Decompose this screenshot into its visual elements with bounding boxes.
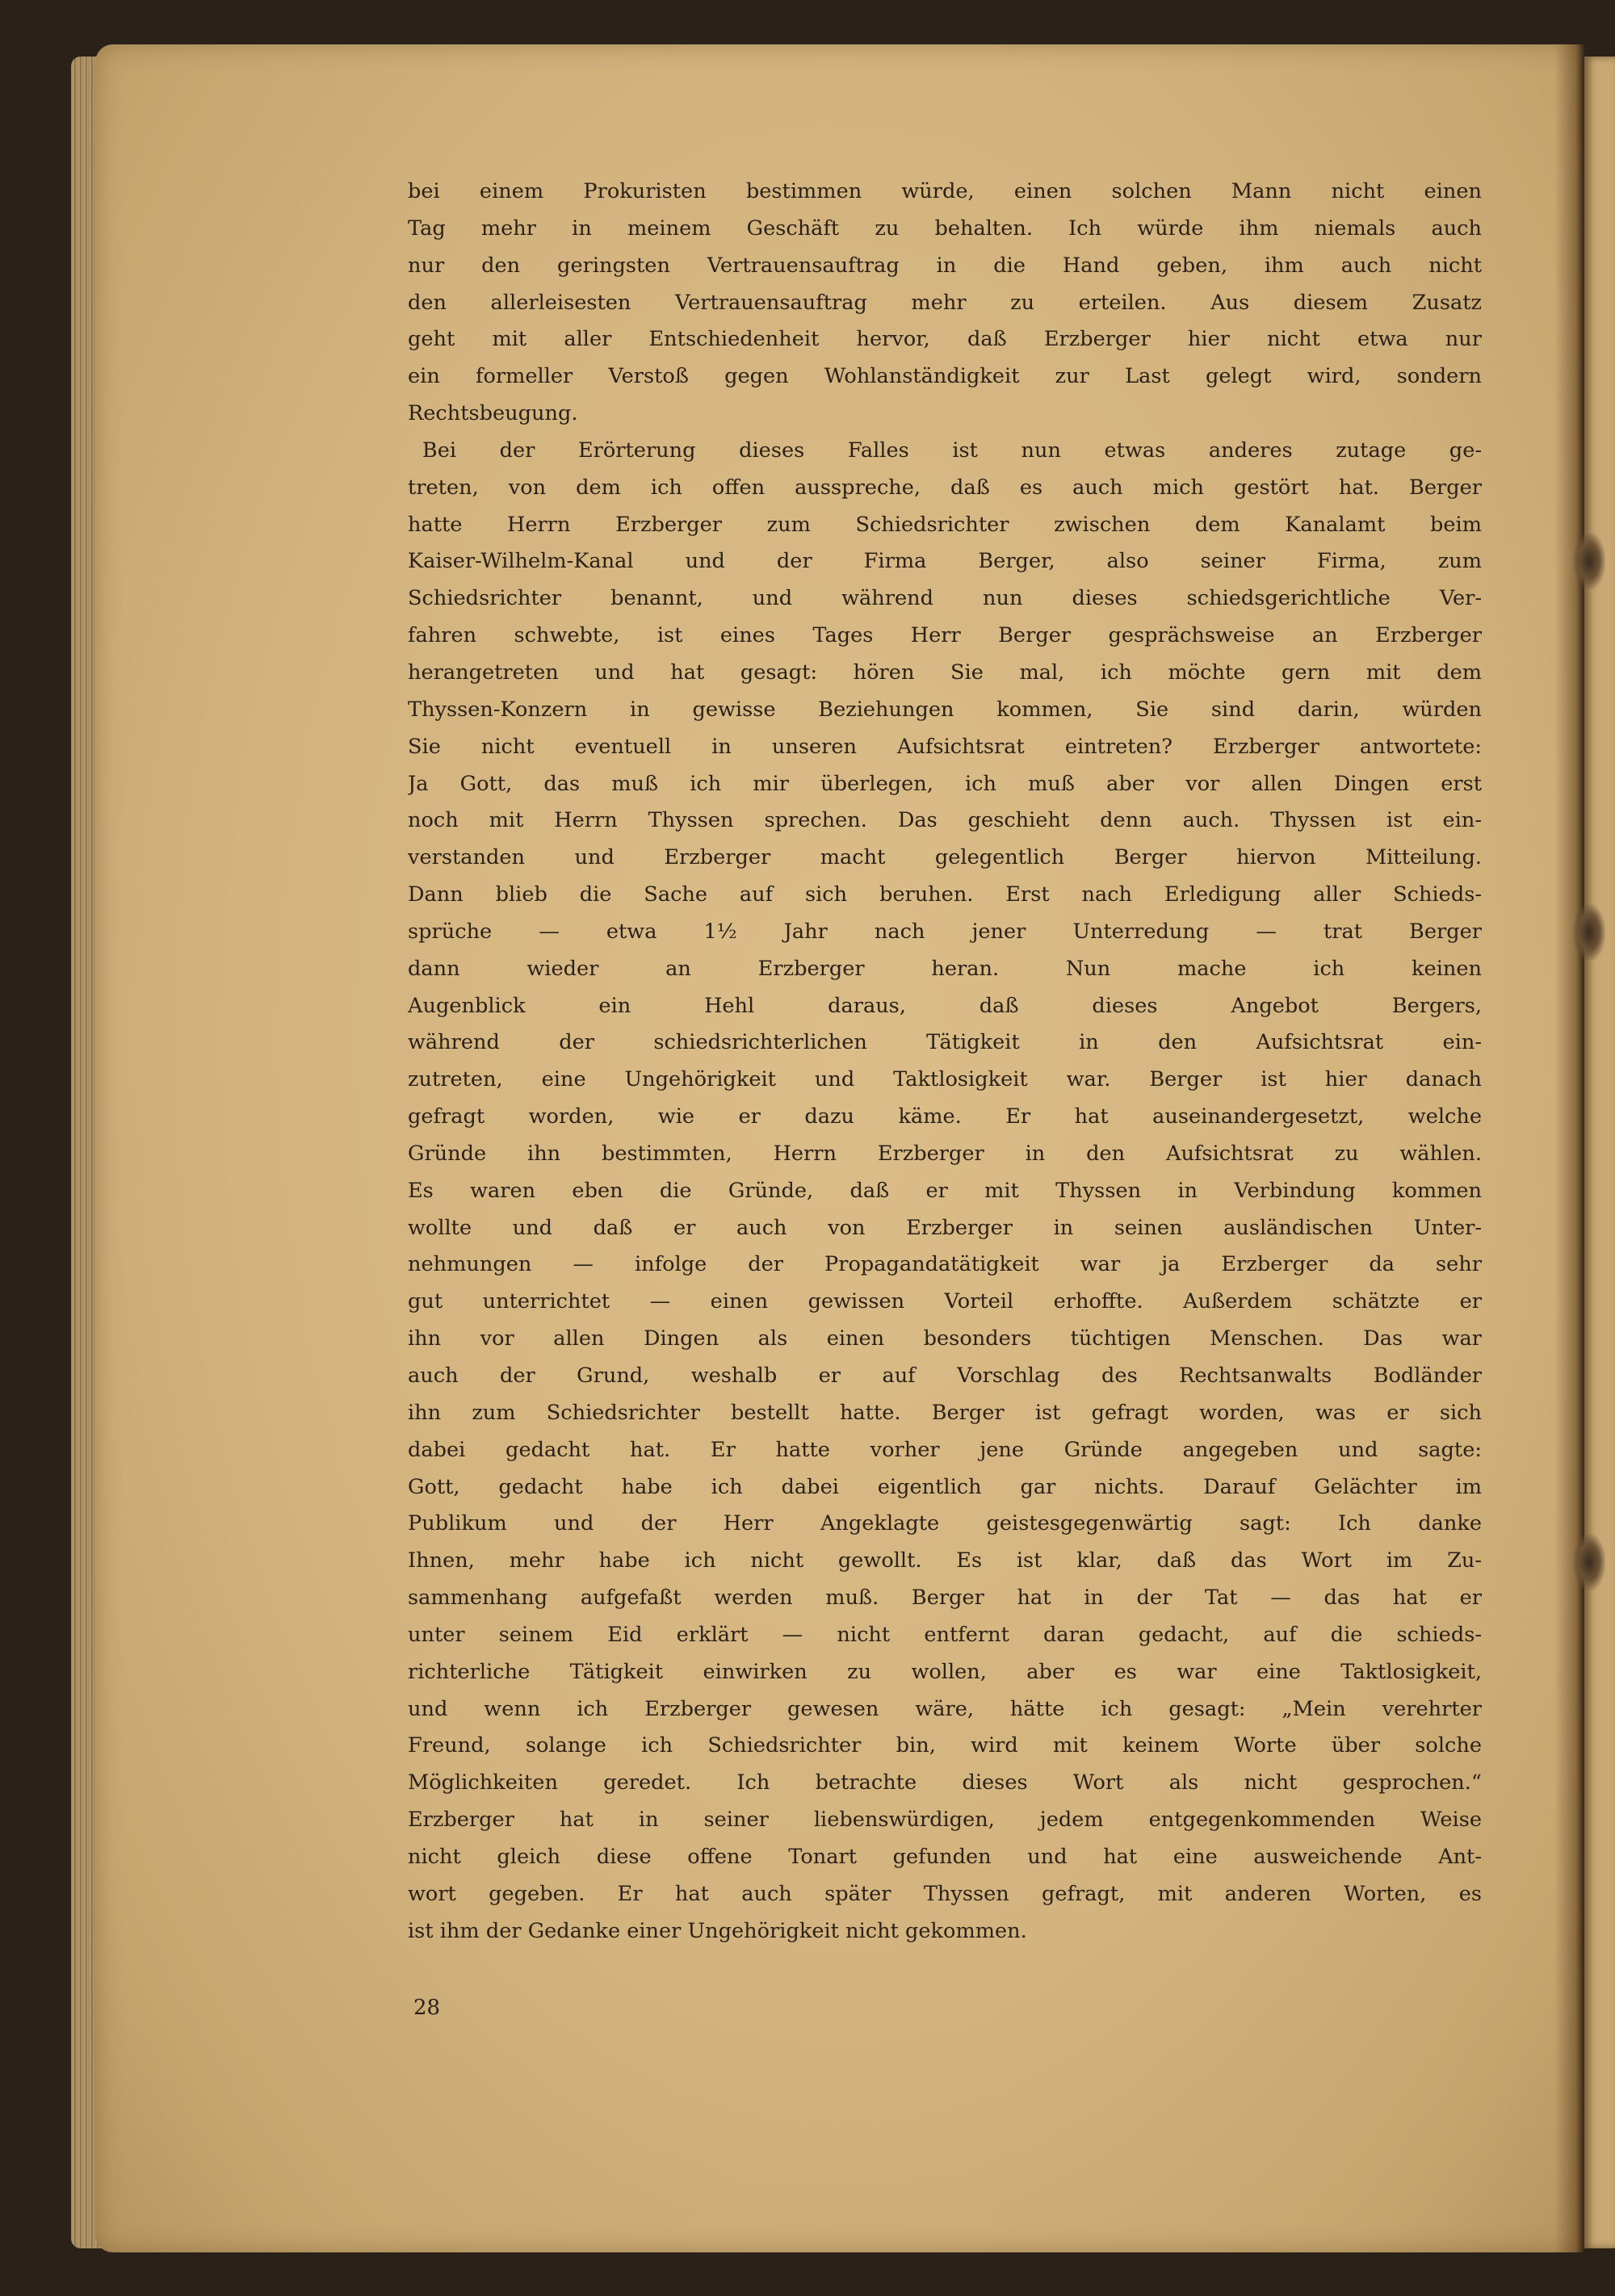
text-line: wort gegeben. Er hat auch später Thyssen gefragt, mit anderen Worten, es (408, 1881, 1482, 1906)
text-line: nur den geringsten Vertrauensauftrag in die Hand geben, ihm auch nicht (408, 253, 1482, 278)
text-line: fahren schwebte, ist eines Tages Herr Berger gesprächsweise an Erzberger (408, 623, 1482, 648)
text-line: Dann blieb die Sache auf sich beruhen. Erst nach Erledigung aller Schieds- (408, 882, 1482, 907)
paragraph (408, 433, 1482, 1950)
text-line: Sie nicht eventuell in unseren Aufsichtsrat eintreten? Erzberger antwortete: (408, 734, 1482, 759)
text-line: hatte Herrn Erzberger zum Schiedsrichter zwischen dem Kanalamt beim (408, 512, 1482, 537)
text-line: Schiedsrichter benannt, und während nun dieses schiedsgerichtliche Ver- (408, 586, 1482, 611)
page-gutter (1554, 44, 1585, 2252)
text-line: sprüche — etwa 1½ Jahr nach jener Unterredung — trat Berger (408, 919, 1482, 944)
text-line: geht mit aller Entschiedenheit hervor, daß Erzberger hier nicht etwa nur (408, 327, 1482, 352)
text-line: dann wieder an Erzberger heran. Nun mache ich keinen (408, 956, 1482, 981)
text-line: zutreten, eine Ungehörigkeit und Taktlosigkeit war. Berger ist hier danach (408, 1067, 1482, 1092)
text-line: nicht gleich diese offene Tonart gefunden und hat eine ausweichende Ant- (408, 1844, 1482, 1869)
binding-thread (1573, 1534, 1605, 1590)
text-line: treten, von dem ich offen ausspreche, daß es auch mich gestört hat. Berger (408, 475, 1482, 500)
binding-thread (1573, 904, 1605, 961)
text-line: Erzberger hat in seiner liebenswürdigen, jedem entgegenkommenden Weise (408, 1808, 1482, 1833)
body-text (408, 174, 1482, 1950)
text-line: gut unterrichtet — einen gewissen Vorteil erhoffte. Außerdem schätzte er (408, 1289, 1482, 1314)
text-line: Ja Gott, das muß ich mir überlegen, ich muß aber vor allen Dingen erst (408, 771, 1482, 796)
next-page-edge (1584, 57, 1615, 2248)
text-line: während der schiedsrichterlichen Tätigkeit in den Aufsichtsrat ein- (408, 1030, 1482, 1055)
text-line: Thyssen-Konzern in gewisse Beziehungen kommen, Sie sind darin, würden (408, 697, 1482, 722)
binding-thread (1573, 533, 1605, 589)
text-line: herangetreten und hat gesagt: hören Sie mal, ich möchte gern mit dem (408, 660, 1482, 685)
text-line: Freund, solange ich Schiedsrichter bin, wird mit keinem Worte über solche (408, 1733, 1482, 1758)
text-line: Gott, gedacht habe ich dabei eigentlich gar nichts. Darauf Gelächter im (408, 1474, 1482, 1499)
text-line: richterliche Tätigkeit einwirken zu wollen, aber es war eine Taktlosigkeit, (408, 1659, 1482, 1684)
text-line: Möglichkeiten geredet. Ich betrachte dieses Wort als nicht gesprochen.“ (408, 1770, 1482, 1795)
text-line: Kaiser-Wilhelm-Kanal und der Firma Berger, also seiner Firma, zum (408, 549, 1482, 574)
paragraph (408, 174, 1482, 433)
text-line: bei einem Prokuristen bestimmen würde, einen solchen Mann nicht einen (408, 179, 1482, 203)
text-line: verstanden und Erzberger macht gelegentlich Berger hiervon Mitteilung. (408, 845, 1482, 870)
text-line: dabei gedacht hat. Er hatte vorher jene Gründe angegeben und sagte: (408, 1437, 1482, 1462)
text-line: nehmungen — infolge der Propagandatätigkeit war ja Erzberger da sehr (408, 1252, 1482, 1277)
text-line: Bei der Erörterung dieses Falles ist nun etwas anderes zutage ge- (422, 438, 1482, 463)
text-line: ihn vor allen Dingen als einen besonders tüchtigen Menschen. Das war (408, 1326, 1482, 1351)
text-line: gefragt worden, wie er dazu käme. Er hat auseinandergesetzt, welche (408, 1104, 1482, 1129)
text-line: ein formeller Verstoß gegen Wohlanständigkeit zur Last gelegt wird, sondern (408, 364, 1482, 389)
text-line: sammenhang aufgefaßt werden muß. Berger hat in der Tat — das hat er (408, 1586, 1482, 1611)
text-line: Es waren eben die Gründe, daß er mit Thyssen in Verbindung kommen (408, 1178, 1482, 1203)
text-line: Publikum und der Herr Angeklagte geistesgegenwärtig sagt: Ich danke (408, 1511, 1482, 1536)
text-line: den allerleisesten Vertrauensauftrag mehr zu erteilen. Aus diesem Zusatz (408, 290, 1482, 315)
text-line: wollte und daß er auch von Erzberger in seinen ausländischen Unter- (408, 1215, 1482, 1240)
text-line: Ihnen, mehr habe ich nicht gewollt. Es ist klar, daß das Wort im Zu- (408, 1548, 1482, 1573)
page-number: 28 (413, 1996, 441, 2020)
text-line: Augenblick ein Hehl daraus, daß dieses Angebot Bergers, (408, 993, 1482, 1018)
text-line: Tag mehr in meinem Geschäft zu behalten. Ich würde ihm niemals auch (408, 216, 1482, 241)
text-line: Rechtsbeugung. (408, 401, 578, 426)
text-line: ihn zum Schiedsrichter bestellt hatte. Berger ist gefragt worden, was er sich (408, 1400, 1482, 1425)
text-line: und wenn ich Erzberger gewesen wäre, hätte ich gesagt: „Mein verehrter (408, 1696, 1482, 1721)
text-line: unter seinem Eid erklärt — nicht entfernt daran gedacht, auf die schieds- (408, 1622, 1482, 1647)
text-line: ist ihm der Gedanke einer Ungehörigkeit nicht gekommen. (408, 1918, 1027, 1943)
text-line: Gründe ihn bestimmten, Herrn Erzberger in den Aufsichtsrat zu wählen. (408, 1141, 1482, 1166)
text-line: auch der Grund, weshalb er auf Vorschlag des Rechtsanwalts Bodländer (408, 1364, 1482, 1388)
text-line: noch mit Herrn Thyssen sprechen. Das geschieht denn auch. Thyssen ist ein- (408, 808, 1482, 833)
